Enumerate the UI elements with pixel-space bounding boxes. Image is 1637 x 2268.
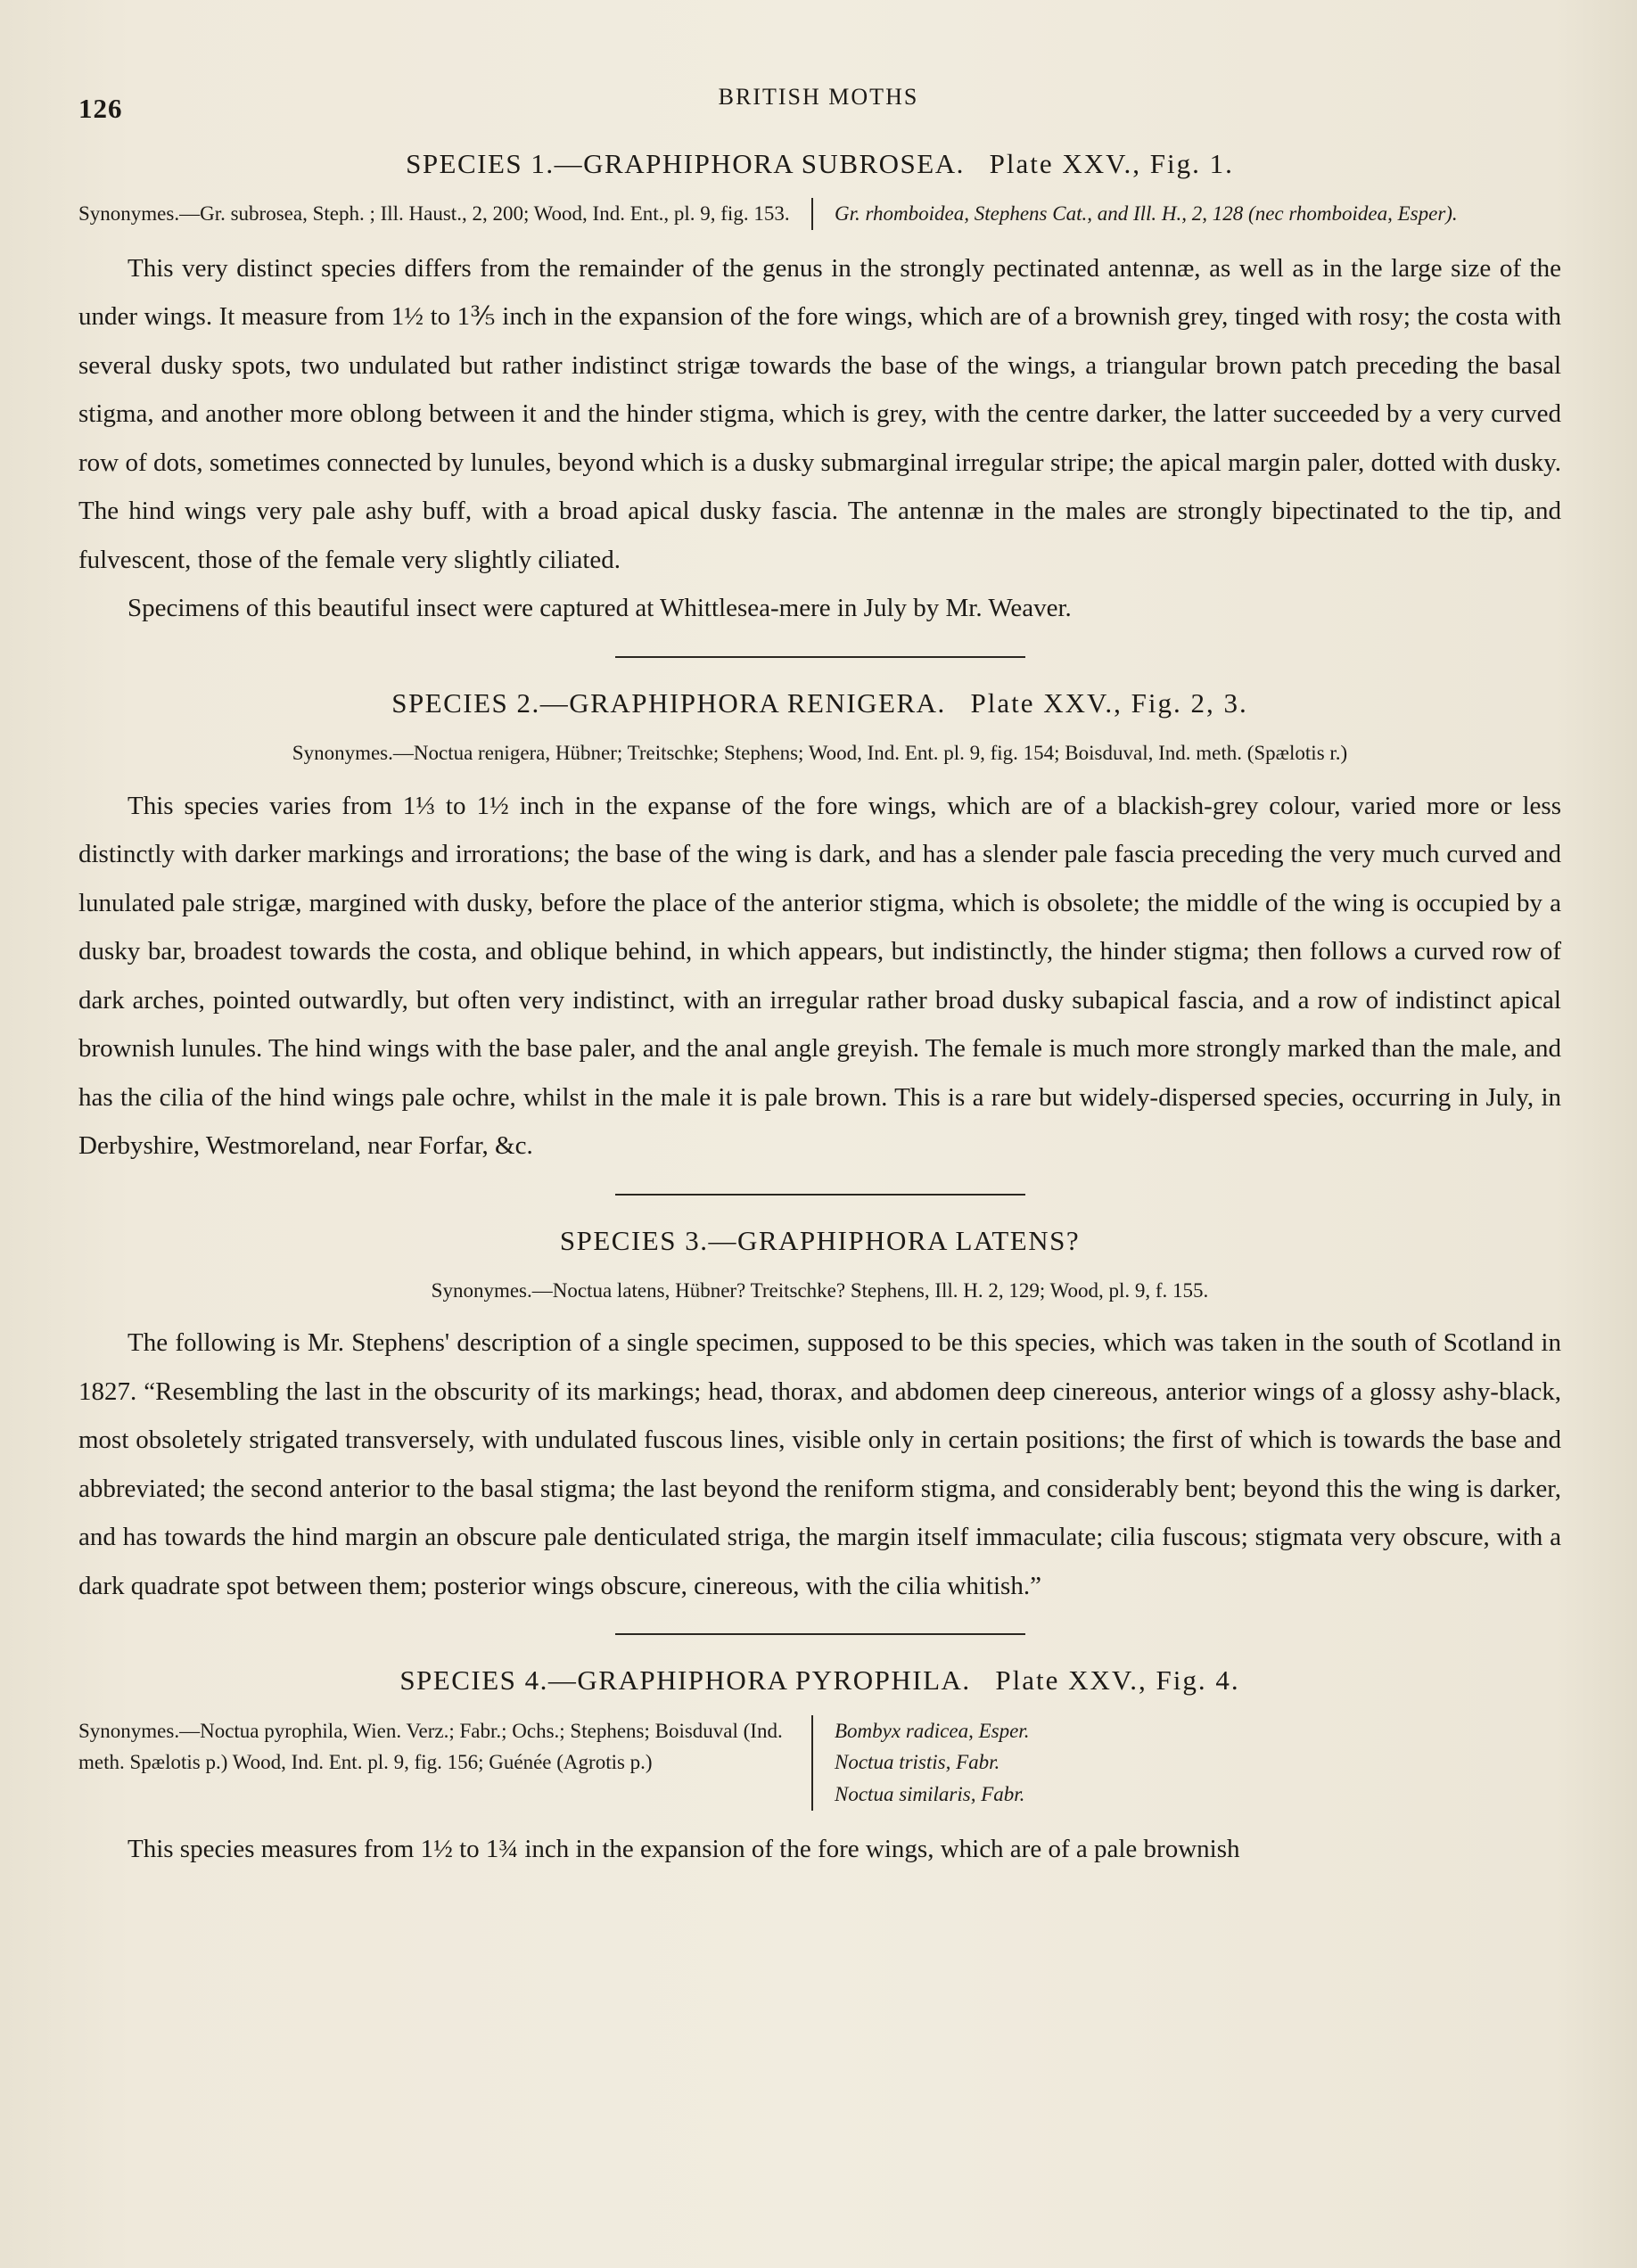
section-divider: [615, 656, 1025, 658]
species-1-description: This very distinct species differs from the remainder of the genus in the strongly pectinated antennæ, as well as in the large size of the under wings. It measure from 1½ to 1⅗ inch in the expansion of the fore wings, which are of a brownish grey, tinged with rosy; the costa with several dusky spots, two undulated but rather indistinct strigæ towards the base of the wings, a triangular brown patch preceding the basal stigma, and another more oblong between it and the hinder stigma, which is grey, with the centre darker, the latter succeeded by a very curved row of dots, sometimes connected by lunules, beyond which is a dusky submarginal irregular stripe; the apical margin paler, dotted with dusky. The hind wings very pale ashy buff, with a broad apical dusky fascia. The antennæ in the males are strongly bipectinated to the tip, and fulvescent, those of the female very slightly ciliated.: [78, 253, 1561, 574]
page-body: [78, 147, 1561, 1873]
species-2-description: This species varies from 1⅓ to 1½ inch in the expanse of the fore wings, which are of a blackish-grey colour, varied more or less distinctly with darker markings and irrorations; the base of the wing is dark, and has a slender pale fascia preceding the very much curved and lunulated pale strigæ, margined with dusky, before the place of the anterior stigma, which is obsolete; the middle of the wing is occupied by a dusky bar, broadest towards the costa, and oblique behind, in which appears, but indistinctly, the hinder stigma; then follows a curved row of dark arches, pointed outwardly, but often very indistinct, with an irregular rather broad dusky subapical fascia, and a row of indistinct apical brownish lunules. The hind wings with the base paler, and the anal angle greyish. The female is much more strongly marked than the male, and has the cilia of the hind wings pale ochre, whilst in the male it is pale brown. This is a rare but widely-dispersed species, occurring in July, in Derbyshire, Westmoreland, near Forfar, &c.: [78, 791, 1561, 1161]
species-2-synonyms: Synonymes.—Noctua renigera, Hübner; Treitschke; Stephens; Wood, Ind. Ent. pl. 9, fig. 154; Boisduval, Ind. meth. (Spælotis r.): [292, 742, 1348, 765]
page-number: 126: [78, 93, 123, 124]
species-3-heading: [78, 1224, 1561, 1257]
species-4-description: This species measures from 1½ to 1¾ inch in the expansion of the fore wings, which are of a pale brownish: [128, 1834, 1240, 1863]
page-header: [78, 84, 1559, 124]
species-1-title: SPECIES 1.—GRAPHIPHORA SUBROSEA.: [406, 148, 965, 179]
species-2-heading: [78, 686, 1561, 719]
species-4-heading: [78, 1664, 1561, 1697]
species-4-synonym-1: Bombyx radicea, Esper.: [835, 1719, 1030, 1742]
species-1-note: Specimens of this beautiful insect were captured at Whittlesea-mere in July by Mr. Weaver.: [128, 594, 1072, 623]
species-3-synonyms: Synonymes.—Noctua latens, Hübner? Treitschke? Stephens, Ill. H. 2, 129; Wood, pl. 9, f. 155.: [431, 1278, 1209, 1302]
species-1-synonyms-right: Gr. rhomboidea, Stephens Cat., and Ill. H., 2, 128 (nec rhomboidea, Esper).: [835, 202, 1458, 226]
species-2-plate: Plate XXV., Fig. 2, 3.: [970, 686, 1248, 719]
species-3-title: SPECIES 3.—GRAPHIPHORA LATENS?: [559, 1224, 1081, 1256]
species-4-synonyms: [78, 1715, 1561, 1811]
species-1-synonyms-left: Synonymes.—Gr. subrosea, Steph. ; Ill. Haust., 2, 200; Wood, Ind. Ent., pl. 9, fig. 153.: [78, 198, 813, 230]
section-divider: [615, 1194, 1025, 1196]
species-2-title: SPECIES 2.—GRAPHIPHORA RENIGERA.: [391, 686, 946, 719]
species-4-synonyms-left: Synonymes.—Noctua pyrophila, Wien. Verz.; Fabr.; Ochs.; Stephens; Boisduval (Ind. meth. Spælotis p.) Wood, Ind. Ent. pl. 9, fig. 156; Guénée (Agrotis p.): [78, 1715, 813, 1811]
species-4-synonyms-right: [813, 1715, 1561, 1811]
species-4-synonym-2: Noctua tristis, Fabr.: [835, 1751, 1000, 1774]
species-1-heading: [78, 147, 1561, 180]
species-1-synonyms: [78, 198, 1561, 230]
species-4-title: SPECIES 4.—GRAPHIPHORA PYROPHILA.: [399, 1664, 971, 1697]
section-divider: [615, 1633, 1025, 1635]
species-3-description: The following is Mr. Stephens' description of a single specimen, supposed to be this species, which was taken in the south of Scotland in 1827. “Resembling the last in the obscurity of its markings; head, thorax, and abdomen deep cinereous, anterior wings of a glossy ashy-black, most obsoletely strigated transversely, with undulated fuscous lines, visible only in certain positions; the first of which is towards the base and abbreviated; the second anterior to the basal stigma; the last beyond the reniform stigma, and considerably bent; beyond this the wing is darker, and has towards the hind margin an obscure pale denticulated striga, the margin itself immaculate; cilia fuscous; stigmata very obscure, with a dark quadrate spot between them; posterior wings obscure, cinereous, with the cilia whitish.”: [78, 1328, 1561, 1600]
species-1-plate: Plate XXV., Fig. 1.: [989, 148, 1234, 179]
running-title: BRITISH MOTHS: [718, 84, 919, 110]
species-4-synonym-3: Noctua similaris, Fabr.: [835, 1782, 1025, 1805]
species-4-plate: Plate XXV., Fig. 4.: [995, 1664, 1240, 1697]
